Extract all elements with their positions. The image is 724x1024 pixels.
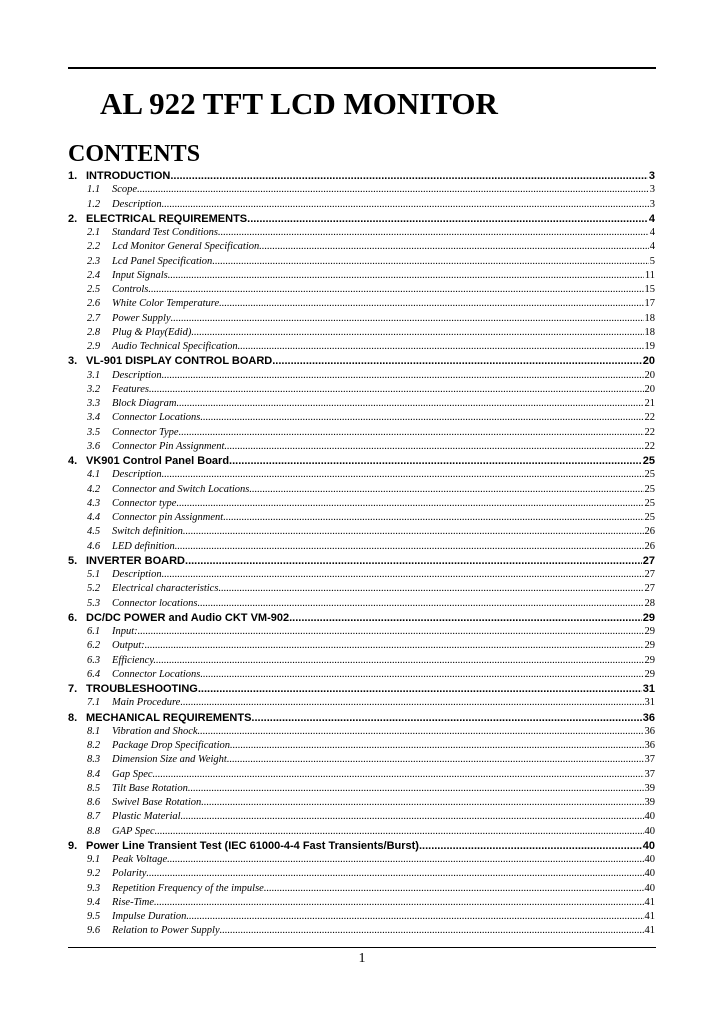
toc-entry-number: 4.5: [87, 526, 101, 538]
toc-subsection-entry[interactable]: [68, 640, 655, 654]
toc-entry-page: 40: [644, 854, 655, 865]
toc-dot-leader: [145, 640, 644, 651]
toc-subsection-entry[interactable]: [68, 669, 655, 683]
toc-entry-title: Polarity: [112, 868, 147, 880]
toc-dot-leader: [175, 541, 644, 552]
toc-entry-number: 2.4: [87, 269, 101, 281]
toc-entry-number: 4.3: [87, 497, 101, 509]
toc-entry-number: 5.3: [87, 597, 101, 609]
toc-subsection-entry[interactable]: [68, 911, 655, 925]
toc-entry-title: DC/DC POWER and Audio CKT VM-902: [86, 611, 290, 624]
toc-entry-title: Description: [112, 569, 162, 580]
toc-dot-leader: [197, 598, 643, 609]
toc-dot-leader: [220, 925, 644, 936]
toc-entry-page: 22: [644, 440, 655, 452]
toc-subsection-entry[interactable]: [68, 412, 655, 426]
toc-entry-page: 20: [642, 355, 655, 368]
toc-entry-number: 6.2: [87, 640, 101, 652]
toc-entry-number: 8.3: [87, 754, 101, 766]
toc-entry-title: VK901 Control Panel Board: [86, 455, 230, 467]
toc-subsection-entry[interactable]: [68, 370, 655, 384]
toc-entry-title: Connector and Switch Locations: [112, 483, 250, 495]
toc-entry-page: 4: [648, 212, 655, 225]
toc-dot-leader: [156, 655, 643, 666]
toc-entry-number: 2.: [68, 212, 78, 225]
toc-entry-number: 4.4: [87, 512, 101, 523]
toc-entry-page: 26: [644, 540, 655, 552]
toc-entry-title: MECHANICAL REQUIREMENTS: [86, 711, 252, 724]
toc-dot-leader: [176, 498, 643, 509]
toc-subsection-entry[interactable]: [68, 298, 655, 312]
toc-entry-title: Repetition Frequency of the impulse: [112, 882, 264, 894]
toc-entry-page: 25: [644, 469, 655, 481]
toc-subsection-entry[interactable]: [68, 626, 655, 640]
toc-entry-title: Description: [112, 469, 162, 481]
toc-section-entry[interactable]: [68, 455, 655, 469]
toc-entry-title: Relation to Power Supply: [112, 925, 220, 937]
toc-entry-page: 40: [642, 839, 655, 852]
toc-subsection-entry[interactable]: [68, 256, 655, 270]
toc-entry-number: 8.2: [87, 740, 101, 751]
toc-entry-number: 8.8: [87, 825, 101, 837]
toc-entry-number: 8.5: [87, 782, 101, 794]
toc-entry-title: Description: [112, 198, 162, 210]
toc-entry-title: Swivel Base Rotation: [112, 797, 202, 808]
toc-section-entry[interactable]: [68, 213, 655, 227]
toc-entry-page: 37: [644, 754, 655, 766]
toc-dot-leader: [162, 199, 649, 210]
toc-entry-title: Rise-Time: [112, 896, 154, 908]
toc-subsection-entry[interactable]: [68, 270, 655, 284]
toc-entry-page: 20: [644, 383, 655, 395]
toc-subsection-entry[interactable]: [68, 797, 655, 811]
toc-entry-number: 7.: [68, 683, 78, 695]
toc-entry-title: Electrical characteristics: [112, 583, 219, 595]
toc-entry-page: 31: [642, 683, 655, 695]
toc-entry-title: Lcd Panel Specification: [112, 255, 213, 267]
toc-entry-page: 25: [644, 483, 655, 495]
toc-dot-leader: [247, 213, 648, 225]
toc-subsection-entry[interactable]: [68, 925, 655, 939]
toc-subsection-entry[interactable]: [68, 498, 655, 512]
toc-subsection-entry[interactable]: [68, 655, 655, 669]
toc-entry-title: Efficiency.: [112, 654, 157, 666]
toc-dot-leader: [149, 384, 644, 395]
toc-entry-title: VL-901 DISPLAY CONTROL BOARD: [86, 355, 273, 368]
toc-entry-number: 3.3: [87, 398, 101, 409]
toc-entry-page: 20: [644, 369, 655, 381]
toc-dot-leader: [162, 370, 644, 381]
toc-dot-leader: [146, 868, 643, 879]
toc-entry-page: 17: [644, 298, 655, 310]
toc-entry-page: 36: [644, 725, 655, 737]
toc-dot-leader: [198, 726, 644, 737]
toc-entry-page: 3: [649, 198, 655, 210]
toc-entry-number: 4.1: [87, 469, 101, 481]
toc-dot-leader: [191, 327, 643, 338]
toc-dot-leader: [170, 170, 648, 182]
toc-entry-title: Block Diagram: [112, 398, 177, 409]
toc-dot-leader: [230, 740, 644, 751]
toc-subsection-entry[interactable]: [68, 241, 655, 255]
toc-entry-title: Peak Voltage: [112, 854, 168, 865]
toc-entry-title: Input:: [112, 626, 138, 637]
toc-entry-number: 3.1: [87, 369, 101, 381]
toc-entry-page: 29: [644, 654, 655, 666]
toc-dot-leader: [223, 512, 643, 523]
toc-dot-leader: [229, 455, 642, 467]
toc-entry-number: 6.1: [87, 626, 101, 637]
toc-subsection-entry[interactable]: [68, 384, 655, 398]
table-of-contents: [68, 170, 655, 940]
toc-subsection-entry[interactable]: [68, 754, 655, 768]
toc-entry-page: 41: [644, 925, 655, 937]
toc-entry-number: 9.6: [87, 925, 101, 937]
toc-subsection-entry[interactable]: [68, 868, 655, 882]
toc-section-entry[interactable]: [68, 683, 655, 697]
toc-dot-leader: [183, 526, 644, 537]
toc-dot-leader: [162, 469, 644, 480]
toc-entry-page: 36: [644, 740, 655, 751]
toc-dot-leader: [180, 697, 643, 708]
toc-entry-number: 8.1: [87, 725, 101, 737]
toc-entry-page: 18: [644, 312, 655, 324]
toc-subsection-entry[interactable]: [68, 341, 655, 355]
toc-entry-title: Main Procedure: [112, 697, 181, 709]
toc-dot-leader: [186, 911, 643, 922]
toc-subsection-entry[interactable]: [68, 826, 655, 840]
toc-entry-number: 9.4: [87, 896, 101, 908]
toc-section-entry[interactable]: [68, 612, 655, 626]
toc-entry-title: Connector locations: [112, 597, 198, 609]
toc-entry-title: Power Line Transient Test (IEC 61000-4-4 Fast Transients/Burst): [86, 839, 419, 852]
toc-dot-leader: [157, 826, 643, 837]
toc-entry-title: Features: [112, 383, 149, 395]
toc-dot-leader: [137, 184, 649, 195]
toc-subsection-entry[interactable]: [68, 783, 655, 797]
toc-subsection-entry[interactable]: [68, 184, 655, 198]
toc-subsection-entry[interactable]: [68, 427, 655, 441]
toc-entry-title: Plastic Material: [112, 811, 181, 823]
toc-dot-leader: [188, 783, 644, 794]
toc-entry-number: 1.1: [87, 184, 101, 196]
toc-entry-page: 40: [644, 811, 655, 823]
toc-section-entry[interactable]: [68, 840, 655, 854]
toc-entry-page: 29: [644, 640, 655, 652]
toc-subsection-entry[interactable]: [68, 469, 655, 483]
toc-entry-title: INTRODUCTION: [86, 170, 171, 182]
toc-entry-title: Connector type: [112, 497, 177, 509]
toc-dot-leader: [272, 355, 642, 367]
toc-entry-number: 1.: [68, 170, 78, 182]
toc-entry-number: 4.2: [87, 483, 101, 495]
toc-entry-page: 18: [644, 326, 655, 338]
toc-entry-number: 8.: [68, 711, 78, 724]
toc-entry-page: 19: [644, 341, 655, 352]
toc-entry-page: 25: [642, 455, 655, 467]
toc-entry-number: 2.5: [87, 284, 101, 295]
toc-entry-number: 8.4: [87, 768, 101, 780]
toc-entry-number: 5.2: [87, 583, 101, 595]
toc-entry-title: INVERTER BOARD: [86, 554, 186, 567]
toc-dot-leader: [219, 298, 643, 309]
bottom-rule: [68, 947, 656, 948]
toc-entry-title: Description: [112, 369, 162, 381]
toc-dot-leader: [179, 427, 644, 438]
toc-dot-leader: [200, 669, 643, 680]
toc-entry-title: Switch definition: [112, 526, 183, 538]
toc-entry-page: 15: [644, 284, 655, 295]
toc-dot-leader: [200, 412, 643, 423]
toc-entry-page: 28: [644, 597, 655, 609]
toc-dot-leader: [419, 840, 642, 852]
toc-entry-page: 39: [644, 797, 655, 808]
toc-entry-number: 9.: [68, 839, 78, 852]
toc-subsection-entry[interactable]: [68, 526, 655, 540]
toc-entry-number: 9.3: [87, 882, 101, 894]
toc-dot-leader: [198, 683, 642, 695]
toc-entry-page: 40: [644, 868, 655, 880]
toc-entry-number: 2.2: [87, 241, 101, 253]
toc-entry-number: 3.4: [87, 412, 101, 424]
toc-entry-number: 9.1: [87, 854, 101, 865]
toc-subsection-entry[interactable]: [68, 883, 655, 897]
toc-subsection-entry[interactable]: [68, 541, 655, 555]
toc-section-entry[interactable]: [68, 170, 655, 184]
toc-entry-number: 8.7: [87, 811, 101, 823]
toc-subsection-entry[interactable]: [68, 313, 655, 327]
toc-entry-title: Power Supply: [112, 312, 171, 324]
toc-dot-leader: [227, 754, 644, 765]
toc-entry-page: 25: [644, 512, 655, 523]
toc-entry-page: 29: [644, 668, 655, 680]
toc-entry-number: 9.2: [87, 868, 101, 880]
document-title: AL 922 TFT LCD MONITOR: [100, 86, 498, 121]
toc-entry-number: 2.9: [87, 341, 101, 352]
toc-dot-leader: [224, 441, 643, 452]
toc-entry-number: 6.4: [87, 668, 101, 680]
toc-subsection-entry[interactable]: [68, 398, 655, 412]
toc-subsection-entry[interactable]: [68, 512, 655, 526]
toc-subsection-entry[interactable]: [68, 569, 655, 583]
toc-subsection-entry[interactable]: [68, 484, 655, 498]
toc-entry-number: 2.6: [87, 298, 101, 310]
toc-dot-leader: [168, 270, 644, 281]
toc-entry-number: 3.: [68, 355, 78, 368]
toc-dot-leader: [171, 313, 644, 324]
toc-entry-title: Tilt Base Rotation: [112, 782, 188, 794]
toc-entry-page: 26: [644, 526, 655, 538]
toc-entry-title: White Color Temperature: [112, 298, 220, 310]
toc-entry-title: Lcd Monitor General Specification: [112, 241, 260, 253]
toc-entry-number: 3.6: [87, 440, 101, 452]
toc-subsection-entry[interactable]: [68, 583, 655, 597]
toc-entry-page: 22: [644, 426, 655, 438]
toc-dot-leader: [251, 712, 641, 724]
toc-entry-page: 41: [644, 911, 655, 922]
toc-dot-leader: [218, 227, 649, 238]
toc-entry-title: Connector Pin Assignment: [112, 440, 225, 452]
toc-subsection-entry[interactable]: [68, 697, 655, 711]
toc-entry-page: 21: [644, 398, 655, 409]
toc-entry-number: 7.1: [87, 697, 101, 709]
toc-entry-title: Connector Type: [112, 426, 179, 438]
toc-entry-number: 3.5: [87, 426, 101, 438]
toc-entry-title: TROUBLESHOOTING: [86, 683, 198, 695]
toc-subsection-entry[interactable]: [68, 284, 655, 298]
toc-entry-page: 31: [644, 697, 655, 709]
toc-entry-title: Input Signals: [112, 269, 168, 281]
toc-entry-number: 2.1: [87, 227, 101, 238]
toc-entry-page: 40: [644, 825, 655, 837]
toc-entry-title: Package Drop Specification: [112, 740, 230, 751]
toc-entry-title: Gap Spec.: [112, 768, 156, 780]
toc-entry-number: 4.: [68, 455, 78, 467]
toc-entry-page: 29: [642, 611, 655, 624]
toc-entry-title: LED definition: [112, 540, 175, 552]
toc-entry-title: Standard Test Conditions: [112, 227, 218, 238]
toc-entry-page: 29: [644, 626, 655, 637]
toc-entry-number: 5.: [68, 554, 78, 567]
toc-entry-title: Connector Locations: [112, 412, 201, 424]
toc-section-entry[interactable]: [68, 555, 655, 569]
toc-entry-number: 2.7: [87, 312, 101, 324]
toc-dot-leader: [201, 797, 643, 808]
toc-subsection-entry[interactable]: [68, 227, 655, 241]
toc-dot-leader: [264, 883, 644, 894]
toc-dot-leader: [154, 897, 644, 908]
toc-entry-title: Vibration and Shock: [112, 725, 198, 737]
toc-subsection-entry[interactable]: [68, 327, 655, 341]
toc-entry-number: 9.5: [87, 911, 101, 922]
toc-entry-page: 5: [649, 255, 655, 267]
toc-entry-title: Connector Locations: [112, 668, 201, 680]
toc-entry-page: 27: [644, 583, 655, 595]
toc-entry-page: 25: [644, 497, 655, 509]
toc-entry-number: 6.3: [87, 654, 101, 666]
toc-entry-title: Impulse Duration: [112, 911, 187, 922]
page-number: 1: [358, 951, 366, 966]
toc-entry-title: Output:: [112, 640, 145, 652]
toc-dot-leader: [218, 583, 643, 594]
toc-entry-page: 40: [644, 882, 655, 894]
toc-section-entry[interactable]: [68, 355, 655, 369]
toc-entry-number: 2.3: [87, 255, 101, 267]
toc-entry-title: GAP Spec.: [112, 825, 158, 837]
toc-subsection-entry[interactable]: [68, 769, 655, 783]
toc-dot-leader: [155, 769, 643, 780]
toc-dot-leader: [176, 398, 643, 409]
toc-dot-leader: [289, 612, 642, 624]
toc-entry-page: 4: [649, 241, 655, 253]
toc-entry-page: 4: [649, 227, 655, 238]
toc-subsection-entry[interactable]: [68, 726, 655, 740]
toc-entry-number: 6.: [68, 611, 78, 624]
toc-entry-number: 5.1: [87, 569, 101, 580]
toc-subsection-entry[interactable]: [68, 811, 655, 825]
toc-dot-leader: [185, 555, 642, 567]
toc-entry-page: 37: [644, 768, 655, 780]
toc-subsection-entry[interactable]: [68, 897, 655, 911]
toc-entry-page: 36: [642, 711, 655, 724]
toc-dot-leader: [259, 241, 648, 252]
top-rule: [68, 67, 656, 69]
contents-heading: CONTENTS: [68, 141, 201, 167]
toc-entry-title: Dimension Size and Weight: [112, 754, 227, 766]
toc-entry-title: Controls: [112, 284, 149, 295]
toc-entry-page: 3: [648, 170, 655, 182]
toc-entry-title: Scope: [112, 184, 138, 196]
toc-entry-title: Plug & Play(Edid): [112, 326, 192, 338]
toc-entry-page: 27: [644, 569, 655, 580]
toc-dot-leader: [148, 284, 643, 295]
toc-entry-page: 39: [644, 782, 655, 794]
toc-entry-title: Connector pin Assignment: [112, 512, 224, 523]
toc-entry-number: 8.6: [87, 797, 101, 808]
toc-entry-page: 11: [644, 269, 655, 281]
toc-dot-leader: [138, 626, 644, 637]
toc-entry-title: ELECTRICAL REQUIREMENTS: [86, 212, 248, 225]
toc-dot-leader: [212, 256, 648, 267]
toc-entry-number: 2.8: [87, 326, 101, 338]
toc-dot-leader: [181, 811, 644, 822]
toc-entry-page: 41: [644, 896, 655, 908]
toc-entry-number: 4.6: [87, 540, 101, 552]
toc-section-entry[interactable]: [68, 712, 655, 726]
toc-dot-leader: [249, 484, 643, 495]
toc-entry-number: 3.2: [87, 383, 101, 395]
toc-subsection-entry[interactable]: [68, 740, 655, 754]
toc-entry-page: 3: [649, 184, 655, 196]
toc-subsection-entry[interactable]: [68, 199, 655, 213]
toc-subsection-entry[interactable]: [68, 854, 655, 868]
toc-dot-leader: [238, 341, 644, 352]
toc-dot-leader: [167, 854, 643, 865]
toc-entry-title: Audio Technical Specification: [112, 341, 238, 352]
toc-dot-leader: [162, 569, 644, 580]
toc-entry-number: 1.2: [87, 198, 101, 210]
toc-subsection-entry[interactable]: [68, 598, 655, 612]
toc-entry-page: 27: [642, 554, 655, 567]
toc-entry-page: 22: [644, 412, 655, 424]
toc-subsection-entry[interactable]: [68, 441, 655, 455]
